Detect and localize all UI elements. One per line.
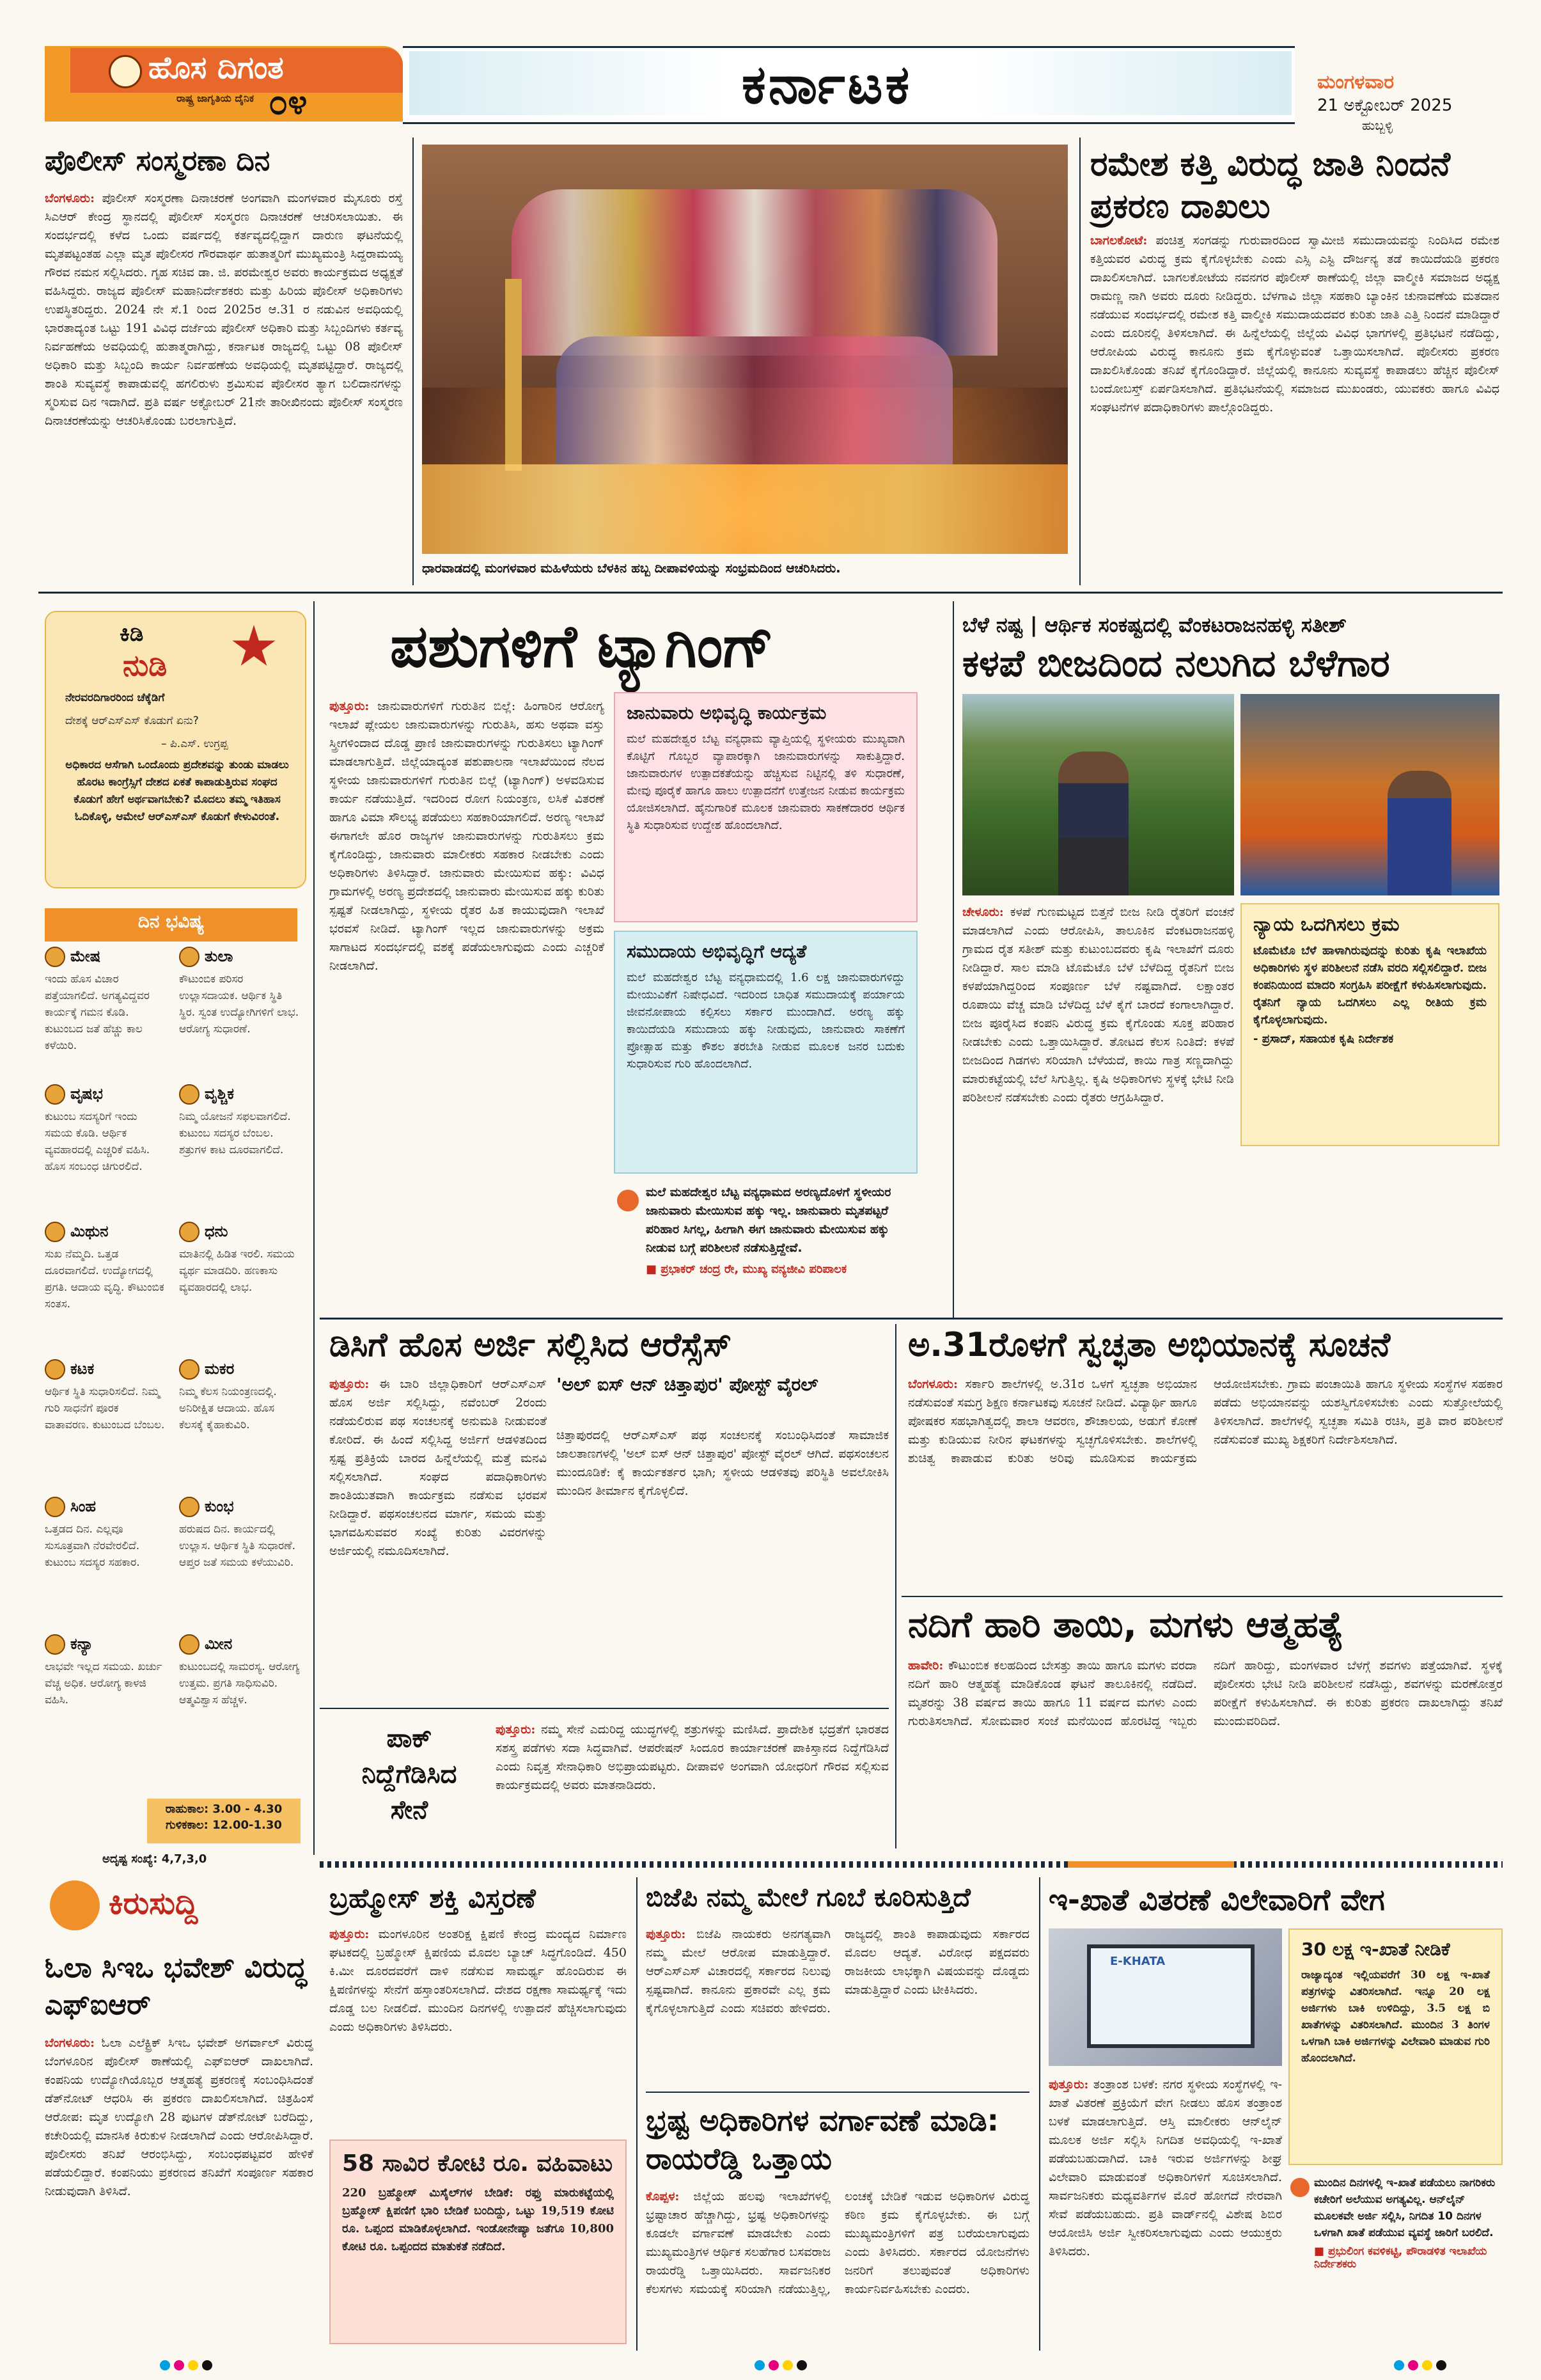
masthead-date: 21 ಅಕ್ಟೋಬರ್ 2025 xyxy=(1317,96,1453,115)
photo-people-front xyxy=(556,336,953,464)
janu-box-body: ಮಲೆ ಮಹದೇಶ್ವರ ಬೆಟ್ಟ ವನ್ಯಧಾಮ ವ್ಯಾಪ್ತಿಯಲ್ಲಿ ಸ್ಥಳೀಯರು ಮುಖ್ಯವಾಗಿ ಕೊಟ್ಟಿಗೆ ಗೊಬ್ಬರ ವ್ಯಾಪಾರಕ್ಕಾಗಿ ಜಾನುವಾರುಗಳನ್ನು ಸಾಕುತ್ತಿದ್ದಾರೆ. ಜಾನುವಾರುಗಳ ಉತ್ಪಾದಕತೆಯನ್ನು ಹೆಚ್ಚಿಸುವ ನಿಟ್ಟಿನಲ್ಲಿ ತಳಿ ಸುಧಾರಣೆ, ಮೇವು ಪೂರೈಕೆ ಹಾಗೂ ಹಾಲು ಉತ್ಪಾದನೆಗೆ ಉತ್ತೇಜನ ನೀಡುವ ಕಾರ್ಯಕ್ರಮ ಯೋಜಿಸಲಾಗಿದೆ. ಹೈನುಗಾರಿಕೆ ಮೂಲಕ ಜಾನುವಾರು ಸಾಕಣೆದಾರರ ಆರ್ಥಿಕ ಸ್ಥಿತಿ ಸುಧಾರಿಸುವ ಉದ್ದೇಶ ಹೊಂದಲಾಗಿದೆ. xyxy=(627,732,905,832)
rashi-meena: ಮೀನ ಕುಟುಂಬದಲ್ಲಿ ಸಾಮರಸ್ಯ. ಆರೋಗ್ಯ ಉತ್ತಮ. ಪ್ರಗತಿ ಸಾಧಿಸುವಿರಿ. ಆತ್ಮವಿಶ್ವಾಸ ಹೆಚ್ಚಳ. xyxy=(179,1635,300,1706)
rashi-vrishchika: ವೃಶ್ಚಿಕ ನಿಮ್ಮ ಯೋಜನೆ ಸಫಲವಾಗಲಿದೆ. ಕುಟುಂಬ ಸದಸ್ಯರ ಬೆಂಬಲ. ಶತ್ರುಗಳ ಕಾಟ ದೂರವಾಗಲಿದೆ. xyxy=(179,1085,291,1156)
ekhata-quote xyxy=(1314,2175,1503,2271)
kanya-icon xyxy=(45,1634,65,1655)
kiru-article xyxy=(45,2034,313,2341)
bhrashta-title: ಭ್ರಷ್ಟ ಅಧಿಕಾರಿಗಳ ವರ್ಗಾವಣೆ ಮಾಡಿ: ರಾಯರೆಡ್ಡಿ ಒತ್ತಾಯ xyxy=(646,2103,999,2176)
tagging-body: ಜಾನುವಾರುಗಳಿಗೆ ಗುರುತಿನ ಬಿಲ್ಲೆ: ಹಿಂಗಾರಿನ ಆರೋಗ್ಯ ಇಲಾಖೆ ಪ್ಲೇಯಲ ಜಾನುವಾರುಗಳನ್ನು ಗುರುತಿಸಿ, ಹಸು ಅಥವಾ ವಸ್ತು ಸ್ತ್ರೀಗಳಿಂದಾದ ದೊಡ್ಡ ಪ್ರಾಣಿ ಜಾನುವಾರುಗಳನ್ನು ಗುರುತಿಸಲು ಟ್ಯಾಗಿಂಗ್ ಮಾಡಲಾಗುತ್ತಿದೆ. ಜಿಲ್ಲೆಯಾದ್ಯಂತ ಪಶುಪಾಲನಾ ಇಲಾಖೆಯಿಂದ ನೆಲದ ಸ್ಥಳೀಯ ಜಾನುವಾರುಗಳಿಗೆ ಗುರುತಿನ ಬಿಲ್ಲೆ (ಟ್ಯಾಗಿಂಗ್) ಅಳವಡಿಸುವ ಕಾರ್ಯ ನಡೆಯುತ್ತಿದೆ. ಇದರಿಂದ ರೋಗ ನಿಯಂತ್ರಣ, ಲಸಿಕೆ ವಿತರಣೆ ಹಾಗೂ ವಿಮಾ ಸೌಲಭ್ಯ ಪಡೆಯಲು ಸಹಕಾರಿಯಾಗಲಿದೆ. ಅರಣ್ಯ ಇಲಾಖೆ ಈಗಾಗಲೇ ಹೊರ ರಾಜ್ಯಗಳ ಜಾನುವಾರುಗಳನ್ನು ಗುರುತಿಸಲು ಕ್ರಮ ಕೈಗೊಂಡಿದ್ದು, ಜಾನುವಾರು ಮಾಲೀಕರು ಸಹಕಾರ ನೀಡಬೇಕು ಎಂದು ಅಧಿಕಾರಿಗಳು ತಿಳಿಸಿದ್ದಾರೆ. ಜಾನುವಾರು ಮೇಯಿಸುವ ಹಕ್ಕು: ವಿವಿಧ ಗ್ರಾಮಗಳಲ್ಲಿ ಅರಣ್ಯ ಪ್ರದೇಶದಲ್ಲಿ ಜಾನುವಾರು ಮೇಯಿಸುವ ಹಕ್ಕು ಕುರಿತು ಸ್ಪಷ್ಟತೆ ನೀಡಲಾಗಿದ್ದು, ಸ್ಥಳೀಯ ರೈತರ ಹಿತ ಕಾಯುವುದಾಗಿ ಇಲಾಖೆ ಭರವಸೆ ನೀಡಿದೆ. ಟ್ಯಾಗಿಂಗ್ ಇಲ್ಲದ ಜಾನುವಾರುಗಳನ್ನು ಅಕ್ರಮ ಸಾಗಾಟದ ಸಂದರ್ಭದಲ್ಲಿ ವಶಕ್ಕೆ ಪಡೆಯಲಾಗುವುದು ಎಂದು ಎಚ್ಚರಿಕೆ ನೀಡಲಾಗಿದೆ. xyxy=(329,699,604,973)
swachhata-dateline: ಬೆಂಗಳೂರು: xyxy=(908,1377,958,1391)
photo-people-back xyxy=(512,189,997,356)
tomato-article xyxy=(962,903,1234,1312)
ramesh-dateline: ಬಾಗಲಕೋಟೆ: xyxy=(1090,233,1148,248)
kidi-body: ಅಧಿಕಾರದ ಆಸೆಗಾಗಿ ಒಂದೊಂದು ಪ್ರದೇಶವನ್ನು ತುಂಡು ಮಾಡಲು ಹೊರಟ ಕಾಂಗ್ರೆಸ್ಸಿಗೆ ದೇಶದ ಏಕತೆ ಕಾಪಾಡುತ್ತಿರುವ ಸಂಘದ ಕೊಡುಗೆ ಹೇಗೆ ಅರ್ಥವಾಗಬೇಕು? ಮೊದಲು ತಮ್ಮ ಇತಿಹಾಸ ಓದಿಕೊಳ್ಳಿ, ಆಮೇಲೆ ಆರ್‌ಎಸ್ಎಸ್ ಕೊಡುಗೆ ಕೇಳುವಿರಂತೆ. xyxy=(65,759,289,823)
rashi-kumbha: ಕುಂಭ ಹರುಷದ ದಿನ. ಕಾರ್ಯದಲ್ಲಿ ಉಲ್ಲಾಸ. ಆರ್ಥಿಕ ಸ್ಥಿತಿ ಸುಧಾರಣೆ. ಆಪ್ತರ ಜತೆ ಸಮಯ ಕಳೆಯುವಿರಿ. xyxy=(179,1497,296,1569)
bhrashta-body: ಜಿಲ್ಲೆಯ ಹಲವು ಇಲಾಖೆಗಳಲ್ಲಿ ಭ್ರಷ್ಟಾಚಾರ ಹೆಚ್ಚಾಗಿದ್ದು, ಭ್ರಷ್ಟ ಅಧಿಕಾರಿಗಳನ್ನು ಕೂಡಲೇ ವರ್ಗಾವಣೆ ಮಾಡಬೇಕು ಎಂದು ಮುಖ್ಯಮಂತ್ರಿಗಳ ಆರ್ಥಿಕ ಸಲಹೆಗಾರ ಬಸವರಾಜ ರಾಯರೆಡ್ಡಿ ಒತ್ತಾಯಿಸಿದರು. ಸಾರ್ವಜನಿಕರ ಕೆಲಸಗಳು ಸಮಯಕ್ಕೆ ಸರಿಯಾಗಿ ನಡೆಯುತ್ತಿಲ್ಲ, ಲಂಚಕ್ಕೆ ಬೇಡಿಕೆ ಇಡುವ ಅಧಿಕಾರಿಗಳ ವಿರುದ್ಧ ಕಠಿಣ ಕ್ರಮ ಕೈಗೊಳ್ಳಬೇಕು. ಈ ಬಗ್ಗೆ ಮುಖ್ಯಮಂತ್ರಿಗಳಿಗೆ ಪತ್ರ ಬರೆಯಲಾಗುವುದು ಎಂದು ತಿಳಿಸಿದರು. ಸರ್ಕಾರದ ಯೋಜನೆಗಳು ಜನರಿಗೆ ತಲುಪುವಂತೆ ಅಧಿಕಾರಿಗಳು ಕಾರ್ಯನಿರ್ವಹಿಸಬೇಕು ಎಂದರು. xyxy=(646,2189,1029,2296)
bhrashta-article xyxy=(646,2187,1029,2344)
nyaya-box-by: - ಪ್ರಸಾದ್, ಸಹಾಯಕ ಕೃಷಿ ನಿರ್ದೇಶಕ xyxy=(1253,1032,1394,1046)
vrishchika-icon xyxy=(179,1084,199,1105)
brahmos-body: ಮಂಗಳೂರಿನ ಅಂತರಿಕ್ಷ ಕ್ಷಿಪಣಿ ಕೇಂದ್ರ ಮಂದ್ಯದ ನಿರ್ಮಾಣ ಘಟಕದಲ್ಲಿ ಬ್ರಹ್ಮೋಸ್ ಕ್ಷಿಪಣಿಯ ಮೊದಲ ಬ್ಯಾಚ್ ಸಿದ್ಧಗೊಂಡಿದೆ. 450 ಕಿ.ಮೀ ದೂರದವರೆಗೆ ದಾಳಿ ನಡೆಸುವ ಸಾಮರ್ಥ್ಯ ಹೊಂದಿರುವ ಈ ಕ್ಷಿಪಣಿಗಳನ್ನು ಸೇನೆಗೆ ಹಸ್ತಾಂತರಿಸಲಾಗಿದೆ. ದೇಶದ ರಕ್ಷಣಾ ಸಾಮರ್ಥ್ಯಕ್ಕೆ ಇದು ದೊಡ್ಡ ಬಲ ನೀಡಲಿದೆ. ಮುಂದಿನ ದಿನಗಳಲ್ಲಿ ಉತ್ಪಾದನೆ ಹೆಚ್ಚಿಸಲಾಗುವುದು ಎಂದು ಅಧಿಕಾರಿಗಳು ತಿಳಿಸಿದರು. xyxy=(329,1927,627,2034)
tagging-article xyxy=(329,697,604,1292)
janu-box-title: ಜಾನುವಾರು ಅಭಿವೃದ್ಧಿ ಕಾರ್ಯಕ್ರಮ xyxy=(627,702,827,723)
nadi-dateline: ಹಾವೇರಿ: xyxy=(908,1659,944,1673)
swachhata-body: ಸರ್ಕಾರಿ ಶಾಲೆಗಳಲ್ಲಿ ಅ.31ರ ಒಳಗೆ ಸ್ವಚ್ಛತಾ ಅಭಿಯಾನ ನಡೆಸುವಂತೆ ಸಮಗ್ರ ಶಿಕ್ಷಣ ಕರ್ನಾಟಕವು ಸೂಚನೆ ನೀಡಿದೆ. ವಿದ್ಯಾರ್ಥಿ ಹಾಗೂ ಪೋಷಕರ ಸಹಭಾಗಿತ್ವದಲ್ಲಿ ಶಾಲಾ ಆವರಣ, ಶೌಚಾಲಯ, ಅಡುಗೆ ಕೋಣೆ ಮತ್ತು ಕುಡಿಯುವ ನೀರಿನ ಘಟಕಗಳನ್ನು ಸ್ವಚ್ಛಗೊಳಿಸಬೇಕು. ಶಾಲೆಗಳಲ್ಲಿ ಶುಚಿತ್ವ ಕಾಪಾಡುವ ಕುರಿತು ಅರಿವು ಮೂಡಿಸುವ ಕಾರ್ಯಕ್ರಮ ಆಯೋಜಿಸಬೇಕು. ಗ್ರಾಮ ಪಂಚಾಯಿತಿ ಹಾಗೂ ಸ್ಥಳೀಯ ಸಂಸ್ಥೆಗಳ ಸಹಕಾರ ಪಡೆದು ಅಭಿಯಾನವನ್ನು ಯಶಸ್ವಿಗೊಳಿಸಬೇಕು ಎಂದು ಸುತ್ತೋಲೆಯಲ್ಲಿ ತಿಳಿಸಲಾಗಿದೆ. ಶಾಲೆಗಳಲ್ಲಿ ಸ್ವಚ್ಛತಾ ಸಮಿತಿ ರಚಿಸಿ, ಪ್ರತಿ ವಾರ ಪರಿಶೀಲನೆ ನಡೆಸುವಂತೆ ಮುಖ್ಯ ಶಿಕ್ಷಕರಿಗೆ ನಿರ್ದೇಶಿಸಲಾಗಿದೆ. xyxy=(908,1377,1503,1465)
kiru-body: ಓಲಾ ಎಲೆಕ್ಟ್ರಿಕ್ ಸಿಇಒ ಭವೇಶ್ ಅಗರ್ವಾಲ್ ವಿರುದ್ಧ ಬೆಂಗಳೂರಿನ ಪೊಲೀಸ್ ಠಾಣೆಯಲ್ಲಿ ಎಫ್‌ಐಆರ್ ದಾಖಲಾಗಿದೆ. ಕಂಪನಿಯ ಉದ್ಯೋಗಿಯೊಬ್ಬರ ಆತ್ಮಹತ್ಯೆ ಪ್ರಕರಣಕ್ಕೆ ಸಂಬಂಧಿಸಿದಂತೆ ಡೆತ್‌ನೋಟ್ ಆಧರಿಸಿ ಈ ಪ್ರಕರಣ ದಾಖಲಿಸಲಾಗಿದೆ. ಚಿತ್ರಹಿಂಸೆ ಆರೋಪ: ಮೃತ ಉದ್ಯೋಗಿ 28 ಪುಟಗಳ ಡೆತ್‌ನೋಟ್ ಬರೆದಿದ್ದು, ಕಚೇರಿಯಲ್ಲಿ ಮಾನಸಿಕ ಕಿರುಕುಳ ನೀಡಲಾಗಿದೆ ಎಂದು ಆರೋಪಿಸಿದ್ದಾರೆ. ಪೊಲೀಸರು ತನಿಖೆ ಆರಂಭಿಸಿದ್ದು, ಸಂಬಂಧಪಟ್ಟವರ ಹೇಳಿಕೆ ಪಡೆಯಲಿದ್ದಾರೆ. ಕಂಪನಿಯು ಪ್ರಕರಣದ ತನಿಖೆಗೆ ಸಂಪೂರ್ಣ ಸಹಕಾರ ನೀಡುವುದಾಗಿ ತಿಳಿಸಿದೆ. xyxy=(45,2036,313,2198)
farmer-figure-2 xyxy=(1388,771,1451,895)
dc-sub-body: ಚಿತ್ತಾಪುರದಲ್ಲಿ ಆರ್‌ಎಸ್ಎಸ್ ಪಥ ಸಂಚಲನಕ್ಕೆ ಸಂಬಂಧಿಸಿದಂತೆ ಸಾಮಾಜಿಕ ಜಾಲತಾಣಗಳಲ್ಲಿ 'ಅಲ್ ಐಸ್ ಆನ್ ಚಿತ್ತಾಪುರ' ಪೋಸ್ಟ್ ವೈರಲ್ ಆಗಿದೆ. ಪಥಸಂಚಲನ ಮುಂದೂಡಿಕೆ: ಕೈ ಕಾರ್ಯಕರ್ತರ ಭಾಗಿ; ಸ್ಥಳೀಯ ಆಡಳಿತವು ಪರಿಸ್ಥಿತಿ ಅವಲೋಕಿಸಿ ಮುಂದಿನ ತೀರ್ಮಾನ ಕೈಗೊಳ್ಳಲಿದೆ. xyxy=(556,1428,889,1498)
police-dateline: ಬೆಂಗಳೂರು: xyxy=(45,191,95,205)
makara-icon xyxy=(179,1359,199,1380)
logo-tagline: ರಾಷ್ಟ್ರ ಜಾಗೃತಿಯ ದೈನಿಕ xyxy=(176,92,254,104)
bottom-stripe-accent xyxy=(1068,1861,1234,1868)
quote-icon xyxy=(617,1190,639,1211)
ekhata-dateline: ಪುತ್ತೂರು: xyxy=(1049,2077,1089,2092)
rashi-vrishabha: ವೃಷಭ ಕುಟುಂಬ ಸದಸ್ಯರಿಗೆ ಇಂದು ಸಮಯ ಕೊಡಿ. ಆರ್ಥಿಕ ವ್ಯವಹಾರದಲ್ಲಿ ಎಚ್ಚರಿಕೆ ವಹಿಸಿ. ಹೊಸ ಸಂಬಂಧ ಚಿಗುರಲಿದೆ. xyxy=(45,1085,150,1173)
samudaya-box xyxy=(614,931,918,1174)
rashi-mithuna: ಮಿಥುನ ಸುಖ ನೆಮ್ಮದಿ. ಒತ್ತಡ ದೂರವಾಗಲಿದೆ. ಉದ್ಯೋಗದಲ್ಲಿ ಪ್ರಗತಿ. ಆದಾಯ ವೃದ್ಧಿ. ಕೌಟುಂಬಿಕ ಸಂತಸ. xyxy=(45,1222,164,1311)
tagging-quote xyxy=(646,1183,918,1276)
crore-box-body: 220 ಬ್ರಹ್ಮೋಸ್ ಮಿಸೈಲ್‌ಗಳ ಬೇಡಿಕೆ: ರಫ್ತು ಮಾರುಕಟ್ಟೆಯಲ್ಲಿ ಬ್ರಹ್ಮೋಸ್ ಕ್ಷಿಪಣಿಗೆ ಭಾರಿ ಬೇಡಿಕೆ ಬಂದಿದ್ದು, ಒಟ್ಟು 19,519 ಕೋಟಿ ರೂ. ಒಪ್ಪಂದ ಮಾಡಿಕೊಳ್ಳಲಾಗಿದೆ. ಇಂಡೋನೇಷ್ಯಾ ಜತೆಗೂ 10,800 ಕೋಟಿ ರೂ. ಒಪ್ಪಂದದ ಮಾತುಕತೆ ನಡೆದಿದೆ. xyxy=(342,2186,614,2253)
janu-box xyxy=(614,692,918,922)
masthead-day: ಮಂಗಳವಾರ xyxy=(1317,71,1395,93)
bhavishya-title: ದಿನ ಭವಿಷ್ಯ xyxy=(45,908,297,942)
laptop-screen xyxy=(1087,1944,1255,2048)
kumbha-icon xyxy=(179,1497,199,1517)
logo-emblem-icon xyxy=(109,55,142,88)
diwali-photo-caption: ಧಾರವಾಡದಲ್ಲಿ ಮಂಗಳವಾರ ಮಹಿಳೆಯರು ಬೆಳಕಿನ ಹಬ್ಬ ದೀಪಾವಳಿಯನ್ನು ಸಂಭ್ರಮದಿಂದ ಆಚರಿಸಿದರು. xyxy=(422,560,841,576)
section-band-gradient xyxy=(409,51,729,115)
dhanu-icon xyxy=(179,1222,199,1242)
ekhata-quote-text: ಮುಂದಿನ ದಿನಗಳಲ್ಲಿ ಇ-ಖಾತೆ ಪಡೆಯಲು ನಾಗರಿಕರು ಕಚೇರಿಗೆ ಅಲೆಯುವ ಅಗತ್ಯವಿಲ್ಲ. ಆನ್‌ಲೈನ್ ಮೂಲಕವೇ ಅರ್ಜಿ ಸಲ್ಲಿಸಿ, ನಿಗದಿತ 10 ದಿನಗಳ ಒಳಗಾಗಿ ಖಾತೆ ಪಡೆಯುವ ವ್ಯವಸ್ಥೆ ಜಾರಿಗೆ ಬರಲಿದೆ. xyxy=(1314,2177,1496,2239)
ekhata-title: ಇ-ಖಾತೆ ವಿತರಣೆ ವಿಲೇವಾರಿಗೆ ವೇಗ xyxy=(1049,1882,1385,1917)
bhrashta-dateline: ಕೊಪ್ಪಳ: xyxy=(646,2189,680,2203)
police-title: ಪೊಲೀಸ್ ಸಂಸ್ಮರಣಾ ದಿನ xyxy=(45,145,270,177)
swachhata-article xyxy=(908,1375,1503,1586)
bjp-title: ಬಿಜೆಪಿ ನಮ್ಮ ಮೇಲೆ ಗೂಬೆ ಕೂರಿಸುತ್ತಿದೆ xyxy=(646,1883,971,1912)
laptop-screen-label: E-KHATA xyxy=(1110,1955,1166,1968)
dc-sub-article xyxy=(556,1426,889,1695)
rahukala: ರಾಹುಕಾಲ: 3.00 - 4.30 xyxy=(165,1802,283,1816)
rashi-kataka: ಕಟಕ ಆರ್ಥಿಕ ಸ್ಥಿತಿ ಸುಧಾರಿಸಲಿದೆ. ನಿಮ್ಮ ಗುರಿ ಸಾಧನೆಗೆ ಪೂರಕ ವಾತಾವರಣ. ಕುಟುಂಬದ ಬೆಂಬಲ. xyxy=(45,1360,165,1431)
kiru-logo: ಕಿರುಸುದ್ದಿ xyxy=(109,1886,198,1921)
masthead-city: ಹುಬ್ಬಳ್ಳಿ xyxy=(1362,118,1393,133)
tomato-dateline: ಚೇಳೂರು: xyxy=(962,905,1004,919)
tomato-kicker: ಬೆಳೆ ನಷ್ಟ | ಆರ್ಥಿಕ ಸಂಕಷ್ಟದಲ್ಲಿ ವೆಂಕಟರಾಜನಹಳ್ಳಿ ಸತೀಶ್ xyxy=(962,613,1347,637)
page-number: ೦೪ xyxy=(269,82,308,122)
tagging-quote-by: ■ ಪ್ರಭಾಕರ್ ಚಂದ್ರ ರೇ, ಮುಖ್ಯ ವನ್ಯಜೀವಿ ಪರಿಪಾಲಕ xyxy=(646,1263,847,1276)
pak-title: ಪಾಕ್ ನಿದ್ದೆಗೆಡಿಸಿದ ಸೇನೆ xyxy=(361,1724,457,1825)
simha-icon xyxy=(45,1497,65,1517)
ekhata-photo xyxy=(1049,1928,1282,2066)
tagging-quote-text: ಮಲೆ ಮಹದೇಶ್ವರ ಬೆಟ್ಟ ವನ್ಯಧಾಮದ ಅರಣ್ಯದೊಳಗೆ ಸ್ಥಳೀಯರ ಜಾನುವಾರು ಮೇಯಿಸುವ ಹಕ್ಕು ಇಲ್ಲ. ಜಾನುವಾರು ಮೃತಪಟ್ಟರೆ ಪರಿಹಾರ ಸಿಗಲ್ಲ, ಹೀಗಾಗಿ ಈಗ ಜಾನುವಾರು ಮೇಯಿಸುವ ಹಕ್ಕು ನೀಡುವ ಬಗ್ಗೆ ಪರಿಶೀಲನೆ ನಡೆಸುತ್ತಿದ್ದೇವೆ. xyxy=(646,1185,891,1255)
rashi-dhanu: ಧನು ಮಾತಿನಲ್ಲಿ ಹಿಡಿತ ಇರಲಿ. ಸಮಯ ವ್ಯರ್ಥ ಮಾಡದಿರಿ. ಹಣಕಾಸು ವ್ಯವಹಾರದಲ್ಲಿ ಲಾಭ. xyxy=(179,1222,295,1294)
section-title: ಕರ್ನಾಟಕ xyxy=(742,53,912,116)
ekhata-quote-by: ■ ಪ್ರಭುಲಿಂಗ ಕವಳಿಕಟ್ಟಿ, ಪೌರಾಡಳಿತ ಇಲಾಖೆಯ ನಿರ್ದೇಶಕರು xyxy=(1314,2245,1487,2271)
samudaya-box-body: ಮಲೆ ಮಹದೇಶ್ವರ ಬೆಟ್ಟ ವನ್ಯಧಾಮದಲ್ಲಿ 1.6 ಲಕ್ಷ ಜಾನುವಾರುಗಳಿದ್ದು ಮೇಯುವಿಕೆಗೆ ನಿಷೇಧವಿದೆ. ಇದರಿಂದ ಬಾಧಿತ ಸಮುದಾಯಕ್ಕೆ ಪರ್ಯಾಯ ಜೀವನೋಪಾಯ ಕಲ್ಪಿಸಲು ಸರ್ಕಾರ ಮುಂದಾಗಿದೆ. ಅರಣ್ಯ ಹಕ್ಕು ಕಾಯಿದೆಯಡಿ ಸಮುದಾಯ ಹಕ್ಕು ನೀಡುವುದು, ಜಾನುವಾರು ಸಾಕಣೆಗೆ ಪ್ರೋತ್ಸಾಹ ಮತ್ತು ಕೌಶಲ ತರಬೇತಿ ನೀಡುವ ಮೂಲಕ ಜನರ ಬದುಕು ಸುಧಾರಿಸುವ ಗುರಿ ಹೊಂದಲಾಗಿದೆ. xyxy=(627,971,905,1071)
rashi-simha: ಸಿಂಹ ಒತ್ತಡದ ದಿನ. ಎಲ್ಲವೂ ಸುಸೂತ್ರವಾಗಿ ನೆರವೇರಲಿದೆ. ಕುಟುಂಬ ಸದಸ್ಯರ ಸಹಕಾರ. xyxy=(45,1497,140,1569)
burst-icon xyxy=(231,625,276,670)
lakh-box xyxy=(1288,1928,1503,2165)
kidi-question: ದೇಶಕ್ಕೆ ಆರ್‌ಎಸ್ಎಸ್ ಕೊಡುಗೆ ಏನು? xyxy=(65,714,199,727)
kiru-title: ಓಲಾ ಸಿಇಒ ಭವೇಶ್ ವಿರುದ್ಧ ಎಫ್‌ಐಆರ್ xyxy=(45,1951,307,2021)
rule-horizontal-1 xyxy=(38,592,1503,594)
bjp-body: ಬಿಜೆಪಿ ನಾಯಕರು ಅನಗತ್ಯವಾಗಿ ನಮ್ಮ ಮೇಲೆ ಆರೋಪ ಮಾಡುತ್ತಿದ್ದಾರೆ. ಆರ್‌ಎಸ್ಎಸ್ ವಿಚಾರದಲ್ಲಿ ಸರ್ಕಾರದ ನಿಲುವು ಸ್ಪಷ್ಟವಾಗಿದೆ. ಕಾನೂನು ಪ್ರಕಾರವೇ ಎಲ್ಲ ಕ್ರಮ ಕೈಗೊಳ್ಳಲಾಗುತ್ತಿದೆ ಎಂದು ಸಚಿವರು ಹೇಳಿದರು. ರಾಜ್ಯದಲ್ಲಿ ಶಾಂತಿ ಕಾಪಾಡುವುದು ಸರ್ಕಾರದ ಮೊದಲ ಆದ್ಯತೆ. ವಿರೋಧ ಪಕ್ಷದವರು ರಾಜಕೀಯ ಲಾಭಕ್ಕಾಗಿ ವಿಷಯವನ್ನು ದೊಡ್ಡದು ಮಾಡುತ್ತಿದ್ದಾರೆ ಎಂದು ಟೀಕಿಸಿದರು. xyxy=(646,1927,1029,2015)
lucky-number: ಅದೃಷ್ಟ ಸಂಖ್ಯೆ: 4,7,3,0 xyxy=(102,1852,207,1866)
rule-vertical-2 xyxy=(1079,138,1081,585)
ramesh-title: ರಮೇಶ ಕತ್ತಿ ವಿರುದ್ಧ ಜಾತಿ ನಿಂದನೆ ಪ್ರಕರಣ ದಾಖಲು xyxy=(1090,145,1451,226)
pak-dateline: ಪುತ್ತೂರು: xyxy=(496,1722,536,1737)
kiru-dateline: ಬೆಂಗಳೂರು: xyxy=(45,2036,95,2050)
rule-horizontal-5 xyxy=(646,2092,1029,2093)
crore-box xyxy=(329,2140,627,2344)
nyaya-box-body: ಟೊಮೆಟೊ ಬೆಳೆ ಹಾಳಾಗಿರುವುದನ್ನು ಕುರಿತು ಕೃಷಿ ಇಲಾಖೆಯ ಅಧಿಕಾರಿಗಳು ಸ್ಥಳ ಪರಿಶೀಲನೆ ನಡೆಸಿ ವರದಿ ಸಲ್ಲಿಸಲಿದ್ದಾರೆ. ಬೀಜ ಕಂಪನಿಯಿಂದ ಮಾದರಿ ಸಂಗ್ರಹಿಸಿ ಪರೀಕ್ಷೆಗೆ ಕಳುಹಿಸಲಾಗುವುದು. ರೈತನಿಗೆ ನ್ಯಾಯ ಒದಗಿಸಲು ಎಲ್ಲ ರೀತಿಯ ಕ್ರಮ ಕೈಗೊಳ್ಳಲಾಗುವುದು. xyxy=(1253,944,1487,1027)
kidi-by: – ಪಿ.ಎಸ್. ಉಗ್ರಪ್ಪ xyxy=(161,737,228,750)
nyaya-box-title: ನ್ಯಾಯ ಒದಗಿಸಲು ಕ್ರಮ xyxy=(1253,913,1400,936)
rule-horizontal-4 xyxy=(320,1708,889,1709)
police-body: ಪೊಲೀಸ್ ಸಂಸ್ಮರಣಾ ದಿನಾಚರಣೆ ಅಂಗವಾಗಿ ಮಂಗಳವಾರ ಮೈಸೂರು ರಸ್ತೆ ಸಿಎಆರ್ ಕೇಂದ್ರ ಸ್ಥಾನದಲ್ಲಿ ಪೊಲೀಸ್ ಸಂಸ್ಮರಣ ದಿನಾಚರಣೆ ಆಚರಿಸಲಾಯಿತು. ಈ ಸಂದರ್ಭದಲ್ಲಿ ಕಳೆದ ಒಂದು ವರ್ಷದಲ್ಲಿ ಕರ್ತವ್ಯದಲ್ಲಿದ್ದಾಗ ದಾರುಣ ಘಟನೆಯಲ್ಲಿ ಮೃತಪಟ್ಟಂತಹ ಎಲ್ಲಾ ಮೃತ ಪೊಲೀಸರ ಗೌರವಾರ್ಥ ಹುತಾತ್ಮರಿಗೆ ಮುಖ್ಯಮಂತ್ರಿ ಸಿದ್ದರಾಮಯ್ಯ ಗೌರವ ನಮನ ಸಲ್ಲಿಸಿದರು. ಗೃಹ ಸಚಿವ ಡಾ. ಜಿ. ಪರಮೇಶ್ವರ ಅವರು ಕಾರ್ಯಕ್ರಮದ ಅಧ್ಯಕ್ಷತೆ ವಹಿಸಿದ್ದರು. ರಾಜ್ಯದ ಪೊಲೀಸ್ ಮಹಾನಿರ್ದೇಶಕರು ಮತ್ತು ಹಿರಿಯ ಪೊಲೀಸ್ ಅಧಿಕಾರಿಗಳು ಉಪಸ್ಥಿತರಿದ್ದರು. 2024 ನೇ ಸೆ.1 ರಿಂದ 2025ರ ಆ.31 ರ ನಡುವಿನ ಅವಧಿಯಲ್ಲಿ ಭಾರತಾದ್ಯಂತ ಒಟ್ಟು 191 ವಿವಿಧ ದರ್ಜೆಯ ಪೊಲೀಸ್ ಅಧಿಕಾರಿ ಮತ್ತು ಸಿಬ್ಬಂದಿಗಳು ಕರ್ತವ್ಯ ನಿರ್ವಹಣೆಯ ಅವಧಿಯಲ್ಲಿ ಹುತಾತ್ಮರಾಗಿದ್ದು, ಕರ್ನಾಟಕ ರಾಜ್ಯದಲ್ಲಿ ಒಟ್ಟು 08 ಪೊಲೀಸ್ ಅಧಿಕಾರಿ ಮತ್ತು ಸಿಬ್ಬಂದಿ ಕಾರ್ಯ ನಿರ್ವಹಣೆಯ ಅವಧಿಯಲ್ಲಿ ಮೃತಪಟ್ಟಿದ್ದಾರೆ. ರಾಜ್ಯದಲ್ಲಿ ಶಾಂತಿ ಸುವ್ಯವಸ್ಥೆ ಕಾಪಾಡುವಲ್ಲಿ ಹಗಲಿರುಳು ಶ್ರಮಿಸುವ ಪೊಲೀಸರ ತ್ಯಾಗ ಬಲಿದಾನಗಳನ್ನು ಸ್ಮರಿಸುವ ದಿನ ಇದಾಗಿದೆ. ಪ್ರತಿ ವರ್ಷ ಅಕ್ಟೋಬರ್ 21ನೇ ತಾರೀಖಿನಂದು ಪೊಲೀಸ್ ಸಂಸ್ಮರಣ ದಿನಾಚರಣೆಯನ್ನು ಆಚರಿಸಿಕೊಂಡು ಬರಲಾಗುತ್ತಿದೆ. xyxy=(45,191,403,428)
nadi-body: ಕೌಟುಂಬಿಕ ಕಲಹದಿಂದ ಬೇಸತ್ತು ತಾಯಿ ಹಾಗೂ ಮಗಳು ವರದಾ ನದಿಗೆ ಹಾರಿ ಆತ್ಮಹತ್ಯೆ ಮಾಡಿಕೊಂಡ ಘಟನೆ ತಾಲೂಕಿನಲ್ಲಿ ನಡೆದಿದೆ. ಮೃತರನ್ನು 38 ವರ್ಷದ ತಾಯಿ ಹಾಗೂ 11 ವರ್ಷದ ಮಗಳು ಎಂದು ಗುರುತಿಸಲಾಗಿದೆ. ಸೋಮವಾರ ಸಂಜೆ ಮನೆಯಿಂದ ಹೊರಟಿದ್ದ ಇಬ್ಬರು ನದಿಗೆ ಹಾರಿದ್ದು, ಮಂಗಳವಾರ ಬೆಳಗ್ಗೆ ಶವಗಳು ಪತ್ತೆಯಾಗಿವೆ. ಸ್ಥಳಕ್ಕೆ ಪೊಲೀಸರು ಭೇಟಿ ನೀಡಿ ಪರಿಶೀಲನೆ ನಡೆಸಿದ್ದು, ಶವಗಳನ್ನು ಮರಣೋತ್ತರ ಪರೀಕ್ಷೆಗೆ ಕಳುಹಿಸಲಾಗಿದೆ. ಈ ಕುರಿತು ಪ್ರಕರಣ ದಾಖಲಾಗಿದ್ದು ತನಿಖೆ ಮುಂದುವರಿದಿದೆ. xyxy=(908,1659,1503,1728)
brahmos-article xyxy=(329,1925,627,2130)
meena-icon xyxy=(179,1634,199,1655)
rule-vertical-5 xyxy=(895,1324,896,1848)
rashi-kanya: ಕನ್ಯಾ ಲಾಭವೇ ಇಲ್ಲದ ಸಮಯ. ಖರ್ಚು ವೆಚ್ಚ ಅಧಿಕ. ಆರೋಗ್ಯ ಕಾಳಜಿ ವಹಿಸಿ. xyxy=(45,1635,162,1706)
ekhata-article xyxy=(1049,2076,1282,2344)
bjp-dateline: ಪುತ್ತೂರು: xyxy=(646,1927,686,1941)
logo-text: ಹೊಸ ದಿಗಂತ xyxy=(148,50,284,86)
tomato-title: ಕಳಪೆ ಬೀಜದಿಂದ ನಲುಗಿದ ಬೆಳೆಗಾರ xyxy=(962,642,1390,685)
dc-dateline: ಪುತ್ತೂರು: xyxy=(329,1377,370,1391)
dc-body: ಈ ಬಾರಿ ಜಿಲ್ಲಾಧಿಕಾರಿಗೆ ಆರ್‌ಎಸ್ಎಸ್ ಹೊಸ ಅರ್ಜಿ ಸಲ್ಲಿಸಿದ್ದು, ನವೆಂಬರ್ 2ರಂದು ನಡೆಯಲಿರುವ ಪಥ ಸಂಚಲನಕ್ಕೆ ಅನುಮತಿ ನೀಡುವಂತೆ ಕೋರಿದೆ. ಈ ಹಿಂದೆ ಸಲ್ಲಿಸಿದ್ದ ಅರ್ಜಿಗೆ ಆಡಳಿತದಿಂದ ಸ್ಪಷ್ಟ ಪ್ರತಿಕ್ರಿಯೆ ಬಾರದ ಹಿನ್ನೆಲೆಯಲ್ಲಿ ಮತ್ತೆ ಮನವಿ ಸಲ್ಲಿಸಲಾಗಿದೆ. ಸಂಘದ ಪದಾಧಿಕಾರಿಗಳು ಶಾಂತಿಯುತವಾಗಿ ಕಾರ್ಯಕ್ರಮ ನಡೆಸುವ ಭರವಸೆ ನೀಡಿದ್ದಾರೆ. ಪಥಸಂಚಲನದ ಮಾರ್ಗ, ಸಮಯ ಮತ್ತು ಭಾಗವಹಿಸುವವರ ಸಂಖ್ಯೆ ಕುರಿತು ವಿವರಗಳನ್ನು ಅರ್ಜಿಯಲ್ಲಿ ನಮೂದಿಸಲಾಗಿದೆ. xyxy=(329,1377,547,1558)
mithuna-icon xyxy=(45,1222,65,1242)
kiru-logo-icon xyxy=(50,1880,100,1930)
kidi-nudi-box xyxy=(45,611,306,888)
rule-vertical-7 xyxy=(1039,1877,1040,2351)
gulika: ಗುಳಿಕಕಾಲ: 12.00-1.30 xyxy=(166,1818,282,1832)
tomato-body: ಕಳಪೆ ಗುಣಮಟ್ಟದ ಬಿತ್ತನೆ ಬೀಜ ನೀಡಿ ರೈತರಿಗೆ ವಂಚನೆ ಮಾಡಲಾಗಿದೆ ಎಂದು ಆರೋಪಿಸಿ, ತಾಲೂಕಿನ ವೆಂಕಟರಾಜನಹಳ್ಳಿ ಗ್ರಾಮದ ರೈತ ಸತೀಶ್ ಮತ್ತು ಕುಟುಂಬದವರು ಕೃಷಿ ಇಲಾಖೆಗೆ ದೂರು ನೀಡಿದ್ದಾರೆ. ಸಾಲ ಮಾಡಿ ಟೊಮೆಟೊ ಬೆಳೆ ಬೆಳೆದಿದ್ದ ರೈತನಿಗೆ ಬೀಜ ಕಳಪೆಯಾಗಿದ್ದರಿಂದ ಸಂಪೂರ್ಣ ಬೆಳೆ ನಷ್ಟವಾಗಿದೆ. ಲಕ್ಷಾಂತರ ರೂಪಾಯಿ ವೆಚ್ಚ ಮಾಡಿ ಬೆಳೆದಿದ್ದ ಬೆಳೆ ಕೈಗೆ ಬಾರದೆ ಕಂಗಾಲಾಗಿದ್ದಾರೆ. ಬೀಜ ಪೂರೈಸಿದ ಕಂಪನಿ ವಿರುದ್ಧ ಕ್ರಮ ಕೈಗೊಂಡು ಸೂಕ್ತ ಪರಿಹಾರ ನೀಡಬೇಕು ಎಂದು ಒತ್ತಾಯಿಸಿದ್ದಾರೆ. ತೋಟದ ಕೆಲಸ ನಿಂತಿದೆ: ಕಳಪೆ ಬೀಜದಿಂದ ಗಿಡಗಳು ಸರಿಯಾಗಿ ಬೆಳೆಯದೆ, ಕಾಯಿ ಗಾತ್ರ ಸಣ್ಣದಾಗಿದ್ದು ಮಾರುಕಟ್ಟೆಯಲ್ಲಿ ಬೆಲೆ ಸಿಗುತ್ತಿಲ್ಲ. ಕೃಷಿ ಅಧಿಕಾರಿಗಳು ಸ್ಥಳಕ್ಕೆ ಭೇಟಿ ನೀಡಿ ಪರಿಶೀಲನೆ ನಡೆಸಬೇಕು ಎಂದು ರೈತರು ಆಗ್ರಹಿಸಿದ್ದಾರೆ. xyxy=(962,905,1234,1105)
nudi-title: ನುಡಿ xyxy=(123,648,168,682)
lakh-box-title: 30 ಲಕ್ಷ ಇ-ಖಾತೆ ನೀಡಿಕೆ xyxy=(1301,1939,1450,1960)
rashi-mesha: ಮೇಷ ಇಂದು ಹೊಸ ವಿಚಾರ ಪತ್ತೆಯಾಗಲಿದೆ. ಅಗತ್ಯವಿದ್ದವರ ಕಾರ್ಯಕ್ಕೆ ಗಮನ ಕೊಡಿ. ಕುಟುಂಬದ ಜತೆ ಹೆಚ್ಚು ಕಾಲ ಕಳೆಯಿರಿ. xyxy=(45,947,150,1052)
rule-vertical-3 xyxy=(313,601,315,1855)
dc-sub-title: 'ಅಲ್ ಐಸ್ ಆನ್ ಚಿತ್ತಾಪುರ' ಪೋಸ್ಟ್ ವೈರಲ್ xyxy=(556,1374,818,1395)
dc-article xyxy=(329,1375,547,1695)
nadi-article xyxy=(908,1657,1503,1848)
vrishabha-icon xyxy=(45,1084,65,1105)
nyaya-box xyxy=(1240,903,1499,1146)
nadi-title: ನದಿಗೆ ಹಾರಿ ತಾಯಿ, ಮಗಳು ಆತ್ಮಹತ್ಯೆ xyxy=(908,1604,1344,1646)
tomato-crates-photo xyxy=(1240,694,1499,895)
photo-diyas-glow xyxy=(422,464,1068,554)
rahukala-box xyxy=(147,1799,301,1843)
farmer-figure xyxy=(1058,752,1129,895)
mesha-icon xyxy=(45,947,65,967)
tagging-dateline: ಪುತ್ತೂರು: xyxy=(329,699,370,713)
dc-title: ಡಿಸಿಗೆ ಹೊಸ ಅರ್ಜಿ ಸಲ್ಲಿಸಿದ ಆರೆಸ್ಸೆಸ್ xyxy=(329,1326,732,1364)
diwali-photo xyxy=(422,145,1068,554)
rule-vertical-1 xyxy=(412,138,414,585)
rule-vertical-4 xyxy=(953,601,954,1318)
tomato-field-photo xyxy=(962,694,1234,895)
lakh-box-body: ರಾಜ್ಯಾದ್ಯಂತ ಇಲ್ಲಿಯವರೆಗೆ 30 ಲಕ್ಷ ಇ-ಖಾತೆ ಪತ್ರಗಳನ್ನು ವಿತರಿಸಲಾಗಿದೆ. ಇನ್ನೂ 20 ಲಕ್ಷ ಅರ್ಜಿಗಳು ಬಾಕಿ ಉಳಿದಿದ್ದು, 3.5 ಲಕ್ಷ ಬಿ ಖಾತೆಗಳನ್ನು ವಿತರಿಸಲಾಗಿದೆ. ಮುಂದಿನ 3 ತಿಂಗಳ ಒಳಗಾಗಿ ಬಾಕಿ ಅರ್ಜಿಗಳನ್ನು ವಿಲೇವಾರಿ ಮಾಡುವ ಗುರಿ ಹೊಂದಲಾಗಿದೆ. xyxy=(1301,1969,1490,2065)
bottom-stripe xyxy=(320,1861,1503,1868)
rashi-makara: ಮಕರ ನಿಮ್ಮ ಕೆಲಸ ನಿಯಂತ್ರಣದಲ್ಲಿ. ಅನಿರೀಕ್ಷಿತ ಆದಾಯ. ಹೊಸ ಕೆಲಸಕ್ಕೆ ಕೈಹಾಕುವಿರಿ. xyxy=(179,1360,277,1431)
rule-horizontal-3 xyxy=(902,1596,1503,1597)
rashi-tula: ತುಲಾ ಕೌಟುಂಬಿಕ ಪರಿಸರ ಉಲ್ಲಾಸದಾಯಕ. ಆರ್ಥಿಕ ಸ್ಥಿತಿ ಸ್ಥಿರ. ಸ್ವಂತ ಉದ್ಯೋಗಿಗಳಿಗೆ ಲಾಭ. ಆರೋಗ್ಯ ಸುಧಾರಣೆ. xyxy=(179,947,299,1036)
pak-body: ನಮ್ಮ ಸೇನೆ ಎದುರಿದ್ದ ಯುದ್ಧಗಳಲ್ಲಿ ಶತ್ರುಗಳನ್ನು ಮಣಿಸಿದೆ. ಪ್ರಾದೇಶಿಕ ಭದ್ರತೆಗೆ ಭಾರತದ ಸಶಸ್ತ್ರ ಪಡೆಗಳು ಸದಾ ಸಿದ್ಧವಾಗಿವೆ. ಆಪರೇಷನ್ ಸಿಂದೂರ ಕಾರ್ಯಾಚರಣೆ ಪಾಕಿಸ್ತಾನದ ನಿದ್ದೆಗೆಡಿಸಿದೆ ಎಂದು ನಿವೃತ್ತ ಸೇನಾಧಿಕಾರಿ ಅಭಿಪ್ರಾಯಪಟ್ಟರು. ದೀಪಾವಳಿ ಅಂಗವಾಗಿ ಯೋಧರಿಗೆ ಗೌರವ ಸಲ್ಲಿಸುವ ಕಾರ್ಯಕ್ರಮದಲ್ಲಿ ಅವರು ಮಾತನಾಡಿದರು. xyxy=(496,1722,889,1792)
rule-vertical-6 xyxy=(636,1877,638,2351)
bhavishya-grid xyxy=(45,947,301,1791)
masthead xyxy=(0,0,1541,133)
brahmos-title: ಬ್ರಹ್ಮೋಸ್ ಶಕ್ತಿ ವಿಸ್ತರಣೆ xyxy=(329,1882,536,1914)
samudaya-box-title: ಸಮುದಾಯ ಅಭಿವೃದ್ಧಿಗೆ ಆದ್ಯತೆ xyxy=(627,941,807,962)
tula-icon xyxy=(179,947,199,967)
registration-dots-left xyxy=(160,2360,216,2373)
rule-horizontal-2 xyxy=(320,1318,1503,1320)
section-band-gradient-right xyxy=(972,51,1292,115)
crore-box-title: 58 ಸಾವಿರ ಕೋಟಿ ರೂ. ವಹಿವಾಟು xyxy=(342,2150,613,2177)
ramesh-body: ಪಂಚಿತ್ತ ಸಂಗಡನ್ನು ಗುರುವಾರದಿಂದ ಸ್ವಾಮೀಜಿ ಸಮುದಾಯವನ್ನು ನಿಂದಿಸಿದ ರಮೇಶ ಕತ್ತಿಯವರ ವಿರುದ್ಧ ಕ್ರಮ ಕೈಗೊಳ್ಳಬೇಕು ಎಂದು ಎಸ್ಸಿ ಎಸ್ಟಿ ದೌರ್ಜನ್ಯ ತಡೆ ಕಾಯಿದೆಯಡಿ ಪ್ರಕರಣ ದಾಖಲಿಸಲಾಗಿದೆ. ಬಾಗಲಕೋಟೆಯ ನವನಗರ ಪೊಲೀಸ್ ಠಾಣೆಯಲ್ಲಿ ಜಿಲ್ಲಾ ವಾಲ್ಮೀಕಿ ಸಮಾಜದ ಅಧ್ಯಕ್ಷ ರಾಮಣ್ಣ ನಾಗಿ ಅವರು ದೂರು ನೀಡಿದ್ದರು. ಬೆಳಗಾವಿ ಜಿಲ್ಲಾ ಸಹಕಾರಿ ಬ್ಯಾಂಕಿನ ಚುನಾವಣೆಯ ಮತದಾನ ನಡೆಯುವ ಸಂದರ್ಭದಲ್ಲಿ ರಮೇಶ ಕತ್ತಿ ವಾಲ್ಮೀಕಿ ಸಮುದಾಯದವರ ಕುರಿತು ಜಾತಿ ಎತ್ತಿ ನಿಂದನೆ ಮಾಡಿದ್ದಾರೆ ಎಂದು ದೂರಿನಲ್ಲಿ ತಿಳಿಸಲಾಗಿದೆ. ಈ ಹಿನ್ನೆಲೆಯಲ್ಲಿ ಜಿಲ್ಲೆಯ ವಿವಿಧ ಭಾಗಗಳಲ್ಲಿ ಪ್ರತಿಭಟನೆ ನಡೆದಿದ್ದು, ಆರೋಪಿಯ ವಿರುದ್ಧ ಕಾನೂನು ಕ್ರಮ ಕೈಗೊಳ್ಳುವಂತೆ ಒತ್ತಾಯಿಸಲಾಗಿದೆ. ಪೊಲೀಸರು ಪ್ರಕರಣ ದಾಖಲಿಸಿಕೊಂಡು ತನಿಖೆ ಕೈಗೊಂಡಿದ್ದಾರೆ. ಜಿಲ್ಲೆಯಲ್ಲಿ ಕಾನೂನು ಸುವ್ಯವಸ್ಥೆ ಕಾಪಾಡಲು ಹೆಚ್ಚಿನ ಪೊಲೀಸ್ ಬಂದೋಬಸ್ತ್ ಏರ್ಪಡಿಸಲಾಗಿದೆ. ಪ್ರತಿಭಟನೆಯಲ್ಲಿ ಸಮಾಜದ ಮುಖಂಡರು, ಯುವಕರು ಹಾಗೂ ವಿವಿಧ ಸಂಘಟನೆಗಳ ಪದಾಧಿಕಾರಿಗಳು ಪಾಲ್ಗೊಂಡಿದ್ದರು. xyxy=(1090,233,1499,414)
swachhata-title: ಅ.31ರೊಳಗೆ ಸ್ವಚ್ಛತಾ ಅಭಿಯಾನಕ್ಕೆ ಸೂಚನೆ xyxy=(908,1326,1391,1364)
police-article xyxy=(45,189,403,579)
ekhata-quote-icon xyxy=(1290,2178,1310,2197)
ekhata-body: ತಂತ್ರಾಂಶ ಬಳಕೆ: ನಗರ ಸ್ಥಳೀಯ ಸಂಸ್ಥೆಗಳಲ್ಲಿ ಇ-ಖಾತೆ ವಿತರಣೆ ಪ್ರಕ್ರಿಯೆಗೆ ವೇಗ ನೀಡಲು ಹೊಸ ತಂತ್ರಾಂಶ ಬಳಕೆ ಮಾಡಲಾಗುತ್ತಿದೆ. ಆಸ್ತಿ ಮಾಲೀಕರು ಆನ್‌ಲೈನ್ ಮೂಲಕ ಅರ್ಜಿ ಸಲ್ಲಿಸಿ ನಿಗದಿತ ಅವಧಿಯಲ್ಲಿ ಇ-ಖಾತೆ ಪಡೆಯಬಹುದಾಗಿದೆ. ಬಾಕಿ ಇರುವ ಅರ್ಜಿಗಳನ್ನು ಶೀಘ್ರ ವಿಲೇವಾರಿ ಮಾಡುವಂತೆ ಅಧಿಕಾರಿಗಳಿಗೆ ಸೂಚಿಸಲಾಗಿದೆ. ಸಾರ್ವಜನಿಕರು ಮಧ್ಯವರ್ತಿಗಳ ಮೊರೆ ಹೋಗದೆ ನೇರವಾಗಿ ಸೇವೆ ಪಡೆಯಬಹುದು. ಪ್ರತಿ ವಾರ್ಡ್‌ನಲ್ಲಿ ವಿಶೇಷ ಶಿಬಿರ ಆಯೋಜಿಸಿ ಅರ್ಜಿ ಸ್ವೀಕರಿಸಲಾಗುವುದು ಎಂದು ಆಯುಕ್ತರು ತಿಳಿಸಿದರು. xyxy=(1049,2077,1282,2258)
tagging-title: ಪಶುಗಳಿಗೆ ಟ್ಯಾಗಿಂಗ್ xyxy=(390,612,774,681)
registration-dots-right xyxy=(1394,2360,1450,2373)
photo-lamp-stand xyxy=(505,279,522,471)
kidi-title: ಕಿಡಿ xyxy=(120,621,144,647)
pak-article xyxy=(496,1721,889,1848)
kidi-sub: ನೇರವರದಿಗಾರರಿಂದ ಚೆಕ್ಕೆಡಿಗೆ xyxy=(65,691,165,704)
ramesh-article xyxy=(1090,232,1499,583)
bjp-article xyxy=(646,1925,1029,2085)
kataka-icon xyxy=(45,1359,65,1380)
brahmos-dateline: ಪುತ್ತೂರು: xyxy=(329,1927,370,1941)
registration-dots-center xyxy=(755,2360,811,2373)
